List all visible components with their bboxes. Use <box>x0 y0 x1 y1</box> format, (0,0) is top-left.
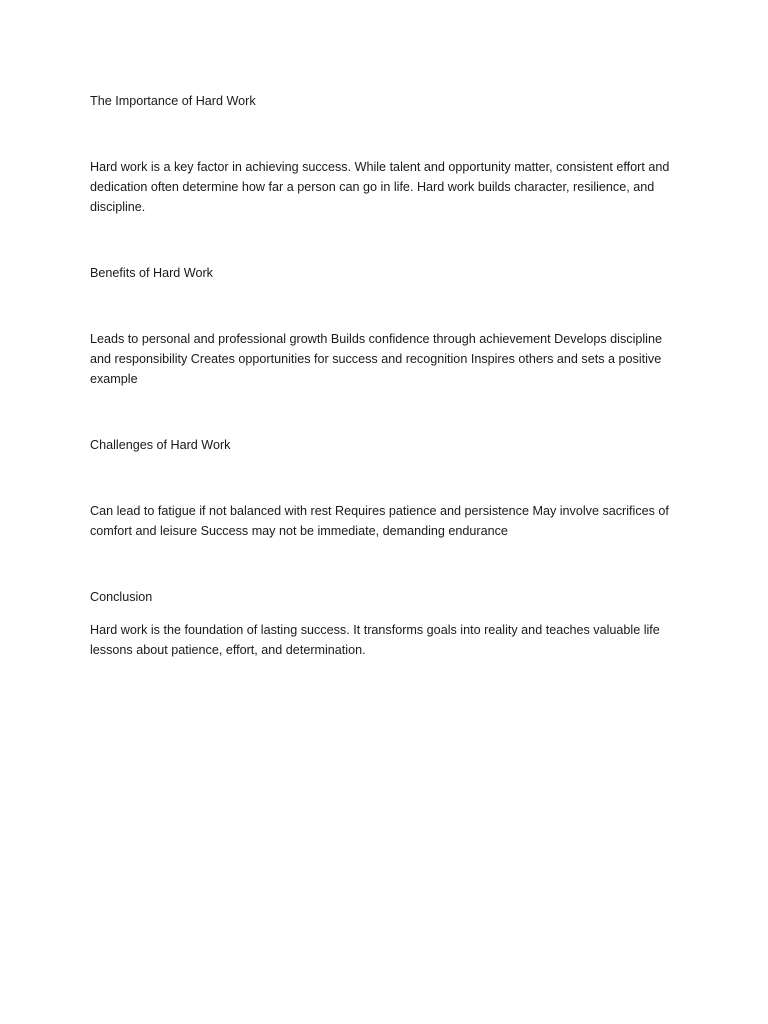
spacer <box>90 389 680 435</box>
document-title: The Importance of Hard Work <box>90 94 256 108</box>
challenges-paragraph: Can lead to fatigue if not balanced with rest Requires patience and persistence May involve sacrifices of comfort and leisure Success may not be immediate, demanding endurance <box>90 504 669 538</box>
document-body <box>90 91 680 660</box>
conclusion-heading: Conclusion <box>90 590 153 604</box>
spacer <box>90 541 680 587</box>
benefits-heading: Benefits of Hard Work <box>90 266 213 280</box>
spacer <box>90 455 680 501</box>
challenges-heading: Challenges of Hard Work <box>90 438 231 452</box>
spacer <box>90 283 680 329</box>
intro-paragraph: Hard work is a key factor in achieving success. While talent and opportunity matter, consistent effort and dedication often determine how far a person can go in life. Hard work builds character, resilience, and discipline. <box>90 160 670 214</box>
conclusion-paragraph: Hard work is the foundation of lasting success. It transforms goals into reality and teaches valuable life lessons about patience, effort, and determination. <box>90 623 660 657</box>
spacer <box>90 607 680 620</box>
benefits-paragraph: Leads to personal and professional growth Builds confidence through achievement Develops discipline and responsibility Creates opportunities for success and recognition Inspires others and sets a positive example <box>90 332 662 386</box>
spacer <box>90 217 680 263</box>
spacer <box>90 111 680 157</box>
